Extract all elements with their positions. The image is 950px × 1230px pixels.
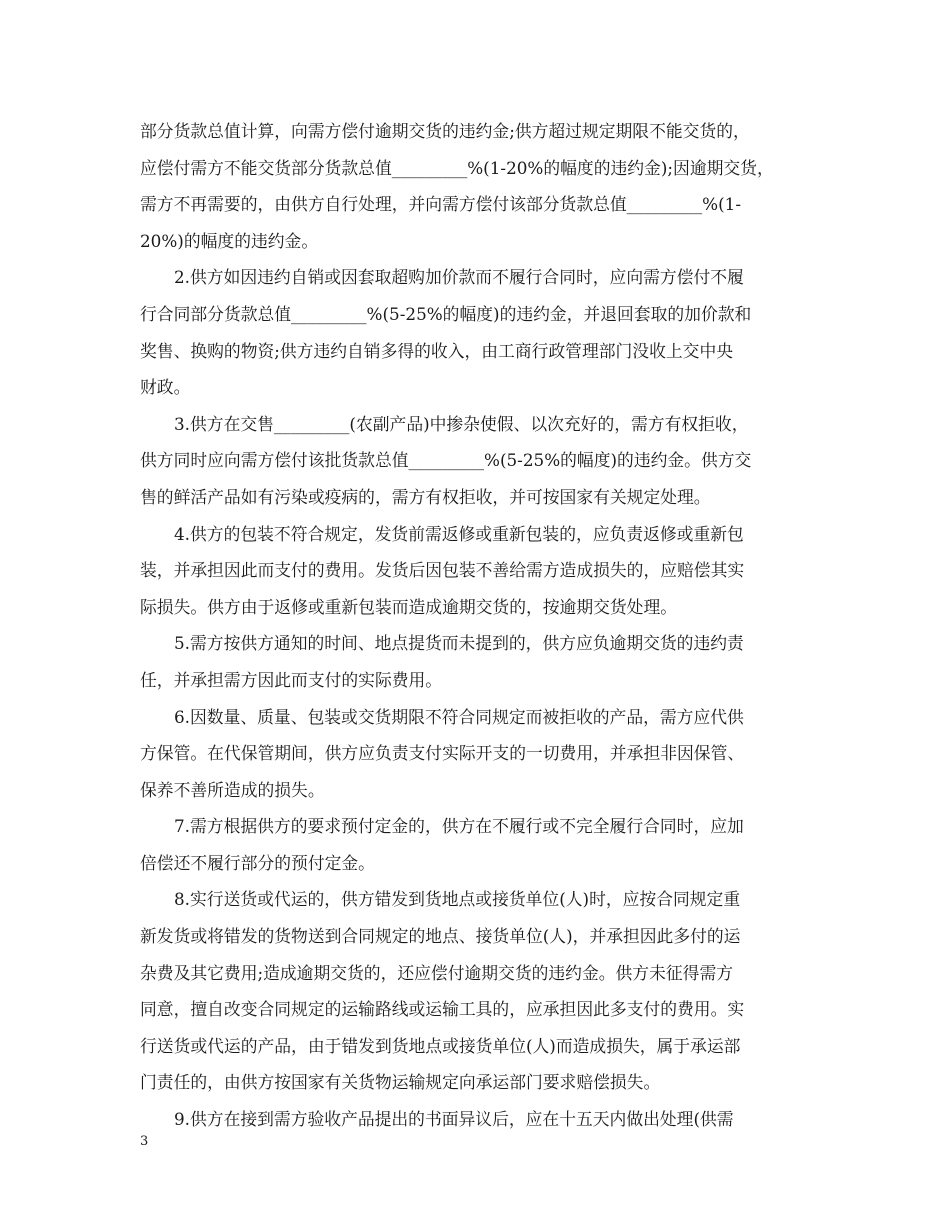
- paragraph-first-line: 7.需方根据供方的要求预付定金的，供方在不履行或不完全履行合同时，应加: [174, 816, 744, 837]
- paragraph-first-line: 5.需方按供方通知的时间、地点提货而未提到的，供方应负逾期交货的违约责: [174, 633, 744, 654]
- text-line: 行送货或代运的产品，由于错发到货地点或接货单位(人)而造成损失，属于承运部: [140, 1035, 741, 1056]
- text-line: 需方不再需要的，由供方自行处理，并向需方偿付该部分货款总值_________%(1-: [140, 194, 742, 215]
- text-line: 方保管。在代保管期间，供方应负责支付实际开支的一切费用，并承担非因保管、: [140, 743, 745, 764]
- text-line: 20%)的幅度的违约金。: [140, 230, 319, 251]
- text-line: 供方同时应向需方偿付该批货款总值_________%(5-25%的幅度)的违约金。供方交: [140, 450, 752, 471]
- document-body: [140, 113, 812, 1138]
- text-line: 门责任的，由供方按国家有关货物运输规定向承运部门要求赔偿损失。: [140, 1072, 661, 1093]
- text-line: 应偿付需方不能交货部分货款总值_________%(1-20%的幅度的违约金);因逾期交货，: [140, 157, 774, 178]
- text-line: 任，并承担需方因此而支付的实际费用。: [140, 669, 443, 690]
- text-line: 杂费及其它费用;造成逾期交货的，还应偿付逾期交货的违约金。供方未征得需方: [140, 962, 734, 983]
- text-line: 部分货款总值计算，向需方偿付逾期交货的违约金;供方超过规定期限不能交货的，: [140, 121, 750, 141]
- text-line: 财政。: [140, 377, 191, 398]
- paragraph-first-line: 8.实行送货或代运的，供方错发到货地点或接货单位(人)时，应按合同规定重: [174, 889, 741, 910]
- page-number: 3: [140, 1134, 149, 1149]
- paragraph-first-line: 9.供方在接到需方验收产品提出的书面异议后，应在十五天内做出处理(供需: [174, 1109, 734, 1130]
- text-line: 奖售、换购的物资;供方违约自销多得的收入，由工商行政管理部门没收上交中央: [140, 340, 734, 361]
- text-line: 保养不善所造成的损失。: [140, 779, 325, 800]
- text-line: 新发货或将错发的货物送到合同规定的地点、接货单位(人)，并承担因此多付的运: [140, 926, 741, 947]
- paragraph-first-line: 4.供方的包装不符合规定，发货前需返修或重新包装的，应负责返修或重新包: [174, 523, 744, 544]
- paragraph-first-line: 6.因数量、质量、包装或交货期限不符合同规定而被拒收的产品，需方应代供: [174, 706, 744, 727]
- text-line: 售的鲜活产品如有污染或疫病的，需方有权拒收，并可按国家有关规定处理。: [140, 486, 711, 507]
- text-line: 装，并承担因此而支付的费用。发货后因包装不善给需方造成损失的，应赔偿其实: [140, 560, 745, 581]
- text-line: 行合同部分货款总值_________%(5-25%的幅度)的违约金，并退回套取的加价款和: [140, 303, 752, 324]
- text-line: 倍偿还不履行部分的预付定金。: [140, 852, 375, 873]
- paragraph-first-line: 3.供方在交售_________(农副产品)中掺杂使假、以次充好的，需方有权拒收，: [174, 413, 749, 434]
- text-line: 际损失。供方由于返修或重新包装而造成逾期交货的，按逾期交货处理。: [140, 596, 678, 617]
- paragraph-first-line: 2.供方如因违约自销或因套取超购加价款而不履行合同时，应向需方偿付不履: [174, 267, 744, 288]
- text-line: 同意，擅自改变合同规定的运输路线或运输工具的，应承担因此多支付的费用。实: [140, 999, 745, 1020]
